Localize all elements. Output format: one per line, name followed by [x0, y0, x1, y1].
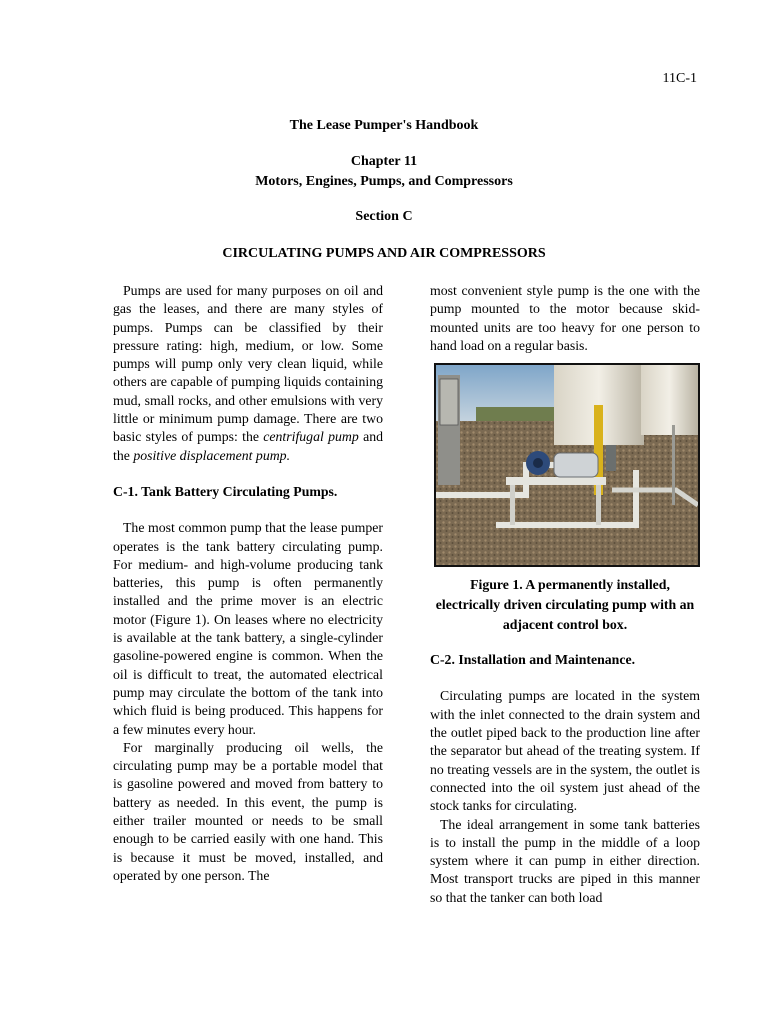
paragraph-c2-2: The ideal arrangement in some tank batteries is to install the pump in the middle of a loop system where it can pump in either direction. Most transport trucks are piped in this manner so that the tanker can both load — [430, 816, 700, 905]
centrifugal-pump-term: centrifugal pump — [263, 429, 359, 445]
figure-1-caption: Figure 1. A permanently installed, electrically driven circulating pump with an adjacent control box. — [435, 577, 695, 633]
chapter-number: Chapter 11 — [350, 154, 418, 169]
chapter-title: Motors, Engines, Pumps, and Compressors — [255, 174, 513, 189]
paragraph-continued: most convenient style pump is the one with the pump mounted to the motor because skid-mounted units are too heavy for one person to hand load on a regular basis. — [430, 283, 700, 353]
intro-text: Pumps are used for many purposes on oil and gas the leases, and there are many styles of pumps. Pumps can be classified by their pressure rating: high, medium, or low. Some pumps will pump only very clean liquid, while others are capable of pumping liquids containing mud, small rocks, and other emulsions with very little or minimum pump damage. There are two basic styles of pumps: the — [113, 283, 383, 445]
heading-c1: C-1. Tank Battery Circulating Pumps. — [113, 483, 338, 499]
positive-displacement-term: positive displacement pump. — [133, 447, 291, 463]
figure-1-photo — [434, 363, 700, 567]
pump-photo-illustration — [436, 365, 698, 565]
right-column — [430, 282, 700, 907]
section-title: CIRCULATING PUMPS AND AIR COMPRESSORS — [222, 246, 546, 261]
page-number: 11C-1 — [662, 71, 697, 86]
heading-c2: C-2. Installation and Maintenance. — [430, 652, 636, 668]
paragraph-c2-1: Circulating pumps are located in the system with the inlet connected to the drain system and the outlet piped back to the production line after the separator but ahead of the treating system. If no treating vessels are in the system, the outlet is connected into the oil system just ahead of the stock tanks for circulating. — [430, 688, 700, 814]
left-column — [113, 282, 383, 885]
paragraph-c1-2: For marginally producing oil wells, the circulating pump may be a portable model that is gasoline powered and moved from battery to battery as needed. In this event, the pump is either trailer mounted or needs to be small enough to be carried easily with one hand. This is because it must be moved, installed, and operated by one person. The — [113, 739, 383, 883]
book-title: The Lease Pumper's Handbook — [289, 118, 479, 133]
section-label: Section C — [355, 209, 413, 224]
intro-paragraph — [113, 282, 383, 465]
paragraph-c1-1: The most common pump that the lease pumper operates is the tank battery circulating pump. For medium- and high-volume producing tank batteries, this pump is often permanently installed and the prime mover is an electric motor (Figure 1). On leases where no electricity is available at the tank battery, a single-cylinder gasoline-powered engine is common. When the oil is difficult to treat, the automated electrical pump may circulate the bottom of the tank into which fluid is being produced. This happens for a few minutes every hour. — [113, 520, 383, 737]
intro-text-mid: and the — [113, 429, 384, 463]
